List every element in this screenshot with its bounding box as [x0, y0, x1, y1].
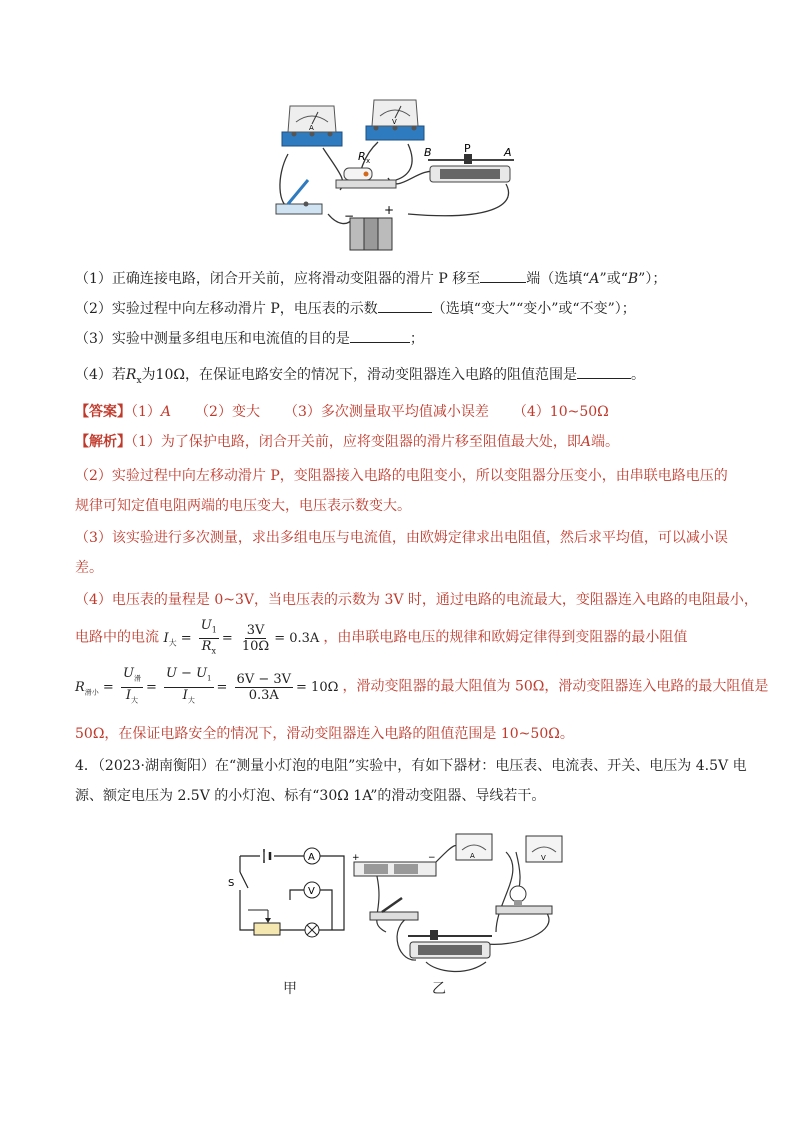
q3-sub4: （4）若$R_x$为10Ω，在保证电路安全的情况下，滑动变阻器连入电路的阻值范围是 。	[75, 364, 645, 391]
battery-plus-label: +	[384, 203, 395, 217]
q3-sub2: （2）实验过程中向左移动滑片 P，电压表的示数 （选填“变大”“变小”或“不变”）；	[75, 298, 636, 319]
rx-sub-label: x	[366, 157, 371, 165]
rheostat-symbol-icon	[248, 910, 280, 935]
blank-3	[350, 328, 410, 343]
voltmeter-meter-icon	[526, 836, 562, 862]
answer-line: 【答案】（1）A （2）变大 （3）多次测量取平均值减小误差 （4）10~50Ω	[75, 404, 609, 420]
q4-physical-figure	[346, 832, 586, 982]
battery-minus-label: −	[344, 209, 355, 223]
analysis-line-1: 【解析】（1）为了保护电路，闭合开关前，应将变阻器的滑片移至阻值最大处，即A端。	[75, 434, 620, 450]
rx-label: R	[358, 150, 366, 163]
q4-line-2: 源、额定电压为 2.5V 的小灯泡、标有“30Ω 1A”的滑动变阻器、导线若干。	[75, 788, 546, 804]
svg-text:+: +	[352, 853, 360, 863]
voltmeter-icon	[366, 100, 424, 140]
battery-icon	[344, 203, 394, 250]
rheostat-a-label: A	[504, 146, 512, 159]
svg-text:A: A	[470, 852, 475, 860]
voltmeter-symbol-icon	[304, 882, 320, 898]
caption-jia: 甲	[283, 981, 297, 997]
q4-schematic-figure	[228, 838, 348, 942]
caption-yi: 乙	[432, 981, 446, 997]
analysis-line-5: 差。	[75, 560, 103, 576]
analysis-line-6: （4）电压表的量程是 0~3V，当电压表的示数为 3V 时，通过电路的电流最大，变阻器连入电路的电阻最小，	[75, 592, 758, 608]
rheostat-b-label: B	[424, 146, 432, 159]
rheostat-icon	[424, 142, 514, 182]
svg-text:V: V	[308, 886, 315, 897]
knife-switch-icon	[370, 898, 418, 920]
switch-s-label: S	[228, 878, 235, 889]
analysis-line-9: 50Ω，在保证电路安全的情况下，滑动变阻器连入电路的阻值范围是 10~50Ω。	[75, 726, 574, 742]
svg-text:A: A	[308, 852, 315, 863]
analysis-line-4: （3）该实验进行多次测量，求出多组电压与电流值，由欧姆定律求出电阻值，然后求平均值，可以减小误	[75, 530, 728, 546]
equation-current: $I_大$ = $\frac{U_1}{R_x}$ = $\frac{3V}{10\Omega}$ = 0.3A	[163, 618, 320, 656]
q4-line-1: 4．（2023·湖南衡阳）在“测量小灯泡的电阻”实验中，有如下器材：电压表、电流表、开关、电压为 4.5V 电	[75, 758, 747, 774]
svg-text:V: V	[541, 854, 546, 862]
battery-pack-icon	[352, 853, 436, 876]
q3-circuit-figure	[268, 96, 530, 254]
lamp-symbol-icon	[305, 923, 319, 937]
voltmeter-label: V	[392, 118, 397, 126]
analysis-line-2: （2）实验过程中向左移动滑片 P，变阻器接入电路的电阻变小，所以变阻器分压变小，由串联电路电压的	[75, 468, 728, 484]
blank-1	[480, 268, 526, 283]
q3-sub3: （3）实验中测量多组电压和电流值的目的是 ；	[75, 328, 424, 349]
ammeter-meter-icon	[456, 834, 492, 860]
ammeter-icon	[282, 106, 342, 146]
svg-text:−: −	[428, 853, 436, 863]
rheostat-p-label: P	[464, 142, 471, 155]
analysis-line-7: 电路中的电流 $I_大$ = $\frac{U_1}{R_x}$ = $\frac{3V}{10\Omega}$ = 0.3A ，由串联电路电压的规律和欧姆定律得到变阻器的最小阻值	[75, 618, 688, 656]
ammeter-symbol-icon	[304, 848, 320, 864]
blank-4	[577, 364, 631, 379]
equation-min-resistance: $R_{滑小}$ = $\frac{U_滑}{I_大}$ = $\frac{U - U_1}{I_大}$ = $\frac{6V - 3V}{0.3A}$ = 10Ω	[75, 666, 339, 705]
switch-icon	[276, 180, 322, 214]
analysis-line-8: $R_{滑小}$ = $\frac{U_滑}{I_大}$ = $\frac{U - U_1}{I_大}$ = $\frac{6V - 3V}{0.3A}$ = 10Ω ，滑动变阻器的最大阻值为 50Ω，滑动变阻器连入电路的最大阻值是	[75, 666, 769, 705]
resistor-rx-icon	[336, 150, 396, 188]
ammeter-label: A	[309, 124, 314, 132]
sliding-rheostat-icon	[408, 930, 492, 958]
q3-sub1: （1）正确连接电路，闭合开关前，应将滑动变阻器的滑片 P 移至 端（选填“A”或“B”）；	[75, 268, 666, 289]
blank-2	[378, 298, 432, 313]
analysis-line-3: 规律可知定值电阻两端的电压变大，电压表示数变大。	[75, 498, 411, 514]
